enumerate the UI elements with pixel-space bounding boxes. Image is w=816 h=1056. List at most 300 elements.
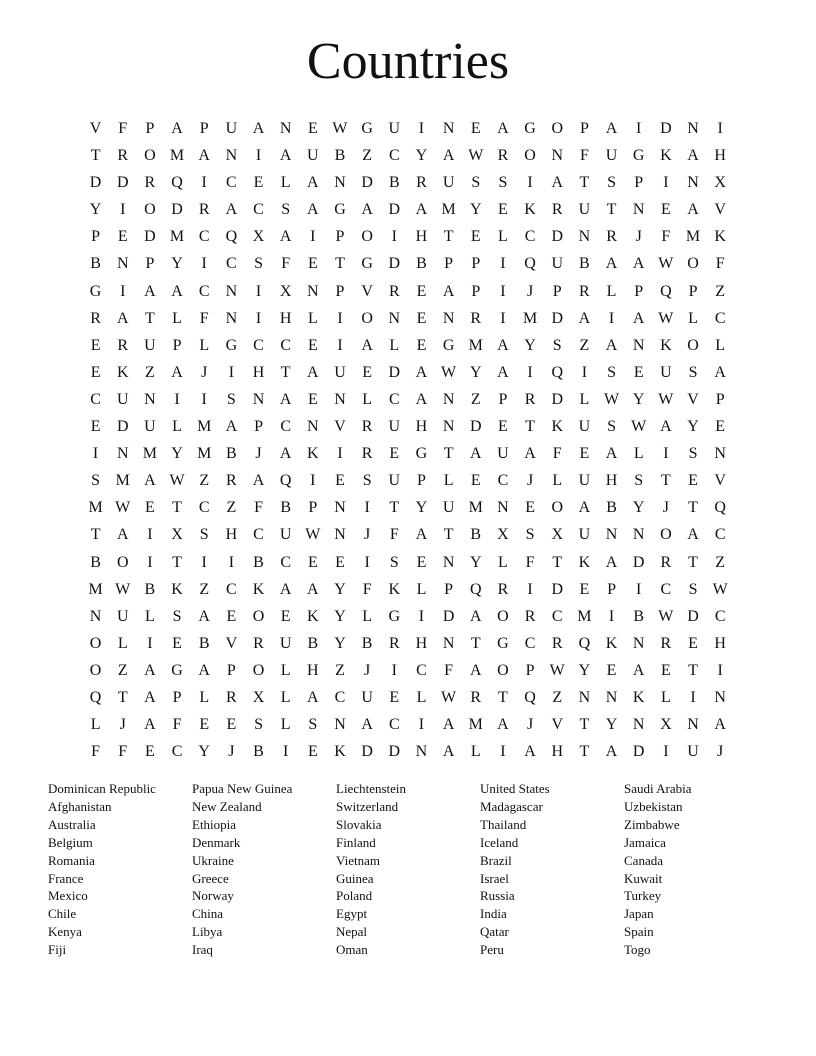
grid-letter: O [687, 336, 699, 354]
grid-letter: L [280, 174, 291, 192]
grid-letter: E [416, 336, 427, 354]
grid-letter: M [685, 228, 701, 246]
grid-letter: Y [605, 716, 618, 734]
grid-letter: N [605, 688, 618, 706]
grid-letter: D [388, 743, 401, 761]
grid-letter: R [524, 390, 536, 408]
grid-letter: A [415, 390, 428, 408]
grid-letter: P [525, 661, 535, 679]
grid-letter: F [281, 255, 291, 273]
grid-letter: H [415, 634, 428, 652]
grid-letter: E [90, 418, 101, 436]
grid-letter: I [608, 607, 615, 625]
grid-letter: A [225, 201, 238, 219]
grid-letter: I [310, 472, 316, 490]
grid-letter: D [687, 607, 699, 625]
grid-row [82, 440, 734, 467]
grid-letter: N [442, 418, 455, 436]
letter-grid [82, 115, 734, 765]
grid-letter: D [469, 418, 482, 436]
grid-letter: T [172, 499, 182, 517]
grid-letter: I [690, 688, 696, 706]
grid-letter: A [171, 120, 183, 137]
grid-letter: I [391, 228, 397, 246]
grid-letter: U [551, 255, 564, 273]
grid-letter: T [443, 526, 454, 544]
grid-letter: Y [171, 255, 183, 273]
grid-letter: A [252, 472, 265, 490]
grid-letter: R [253, 634, 264, 652]
word-list-item: Canada [624, 852, 663, 868]
grid-letter: E [470, 472, 481, 490]
grid-letter: R [579, 282, 590, 300]
grid-letter: N [334, 174, 346, 192]
grid-letter: Z [362, 147, 373, 165]
grid-letter: N [334, 526, 346, 544]
grid-letter: A [687, 201, 699, 219]
grid-letter: S [607, 174, 616, 192]
grid-letter: N [144, 390, 156, 408]
grid-letter: B [90, 255, 101, 273]
grid-letter: R [388, 282, 400, 300]
grid-letter: E [307, 120, 318, 137]
grid-letter: I [636, 580, 642, 598]
grid-letter: R [90, 309, 101, 327]
grid-letter: P [607, 580, 616, 598]
grid-letter: C [497, 472, 509, 490]
grid-letter: X [279, 282, 292, 300]
word-list-item: Spain [624, 924, 654, 940]
grid-letter: C [226, 255, 237, 273]
grid-letter: M [522, 309, 538, 327]
grid-letter: D [551, 580, 564, 598]
grid-letter: S [498, 174, 508, 192]
grid-letter: I [228, 363, 235, 381]
grid-letter: L [552, 472, 563, 490]
grid-letter: A [307, 688, 319, 706]
grid-letter: U [578, 526, 591, 544]
grid-letter: A [415, 363, 428, 381]
grid-letter: D [632, 553, 645, 571]
grid-letter: C [714, 309, 726, 327]
grid-letter: A [307, 201, 319, 219]
grid-letter: C [714, 526, 726, 544]
grid-letter: P [444, 580, 454, 598]
grid-letter: R [524, 607, 536, 625]
grid-letter: A [687, 526, 699, 544]
grid-letter: C [660, 580, 672, 598]
grid-letter: F [172, 716, 182, 734]
grid-letter: Y [171, 445, 183, 463]
grid-letter: E [660, 201, 671, 219]
grid-letter: W [468, 147, 484, 165]
grid-letter: O [144, 201, 156, 219]
grid-letter: R [551, 201, 563, 219]
page-title: Countries [306, 33, 510, 90]
grid-letter: P [634, 174, 644, 192]
grid-letter: I [418, 607, 425, 625]
grid-letter: I [255, 147, 262, 165]
grid-letter: W [658, 255, 674, 273]
grid-letter: V [225, 634, 238, 652]
word-list-item: New Zealand [192, 798, 262, 814]
grid-letter: A [469, 661, 482, 679]
grid-letter: C [524, 634, 536, 652]
grid-letter: W [631, 418, 647, 436]
grid-letter: N [279, 120, 292, 137]
word-list-item: Ukraine [192, 852, 234, 868]
grid-letter: I [500, 743, 506, 761]
word-list-item: Greece [192, 870, 229, 886]
grid-letter: I [201, 553, 207, 571]
grid-letter: S [634, 472, 644, 490]
grid-letter: A [361, 716, 373, 734]
grid-letter: G [171, 661, 183, 679]
grid-letter: E [416, 553, 427, 571]
grid-row [82, 521, 734, 548]
grid-letter: R [226, 472, 237, 490]
grid-letter: Z [335, 661, 345, 679]
grid-letter: L [498, 228, 508, 246]
grid-letter: T [443, 228, 454, 246]
grid-letter: T [525, 418, 535, 436]
grid-letter: I [663, 174, 669, 192]
grid-letter: B [388, 174, 400, 192]
grid-letter: S [281, 201, 291, 219]
grid-letter: L [199, 688, 210, 706]
grid-letter: A [144, 472, 156, 490]
grid-letter: D [116, 418, 129, 436]
grid-letter: L [280, 661, 291, 679]
grid-letter: L [416, 580, 427, 598]
grid-letter: J [364, 526, 371, 544]
grid-letter: U [334, 363, 346, 381]
grid-letter: L [199, 336, 210, 354]
grid-letter: Y [415, 147, 428, 165]
grid-letter: X [660, 716, 672, 734]
grid-letter: A [307, 580, 319, 598]
grid-letter: N [334, 499, 346, 517]
grid-letter: L [470, 743, 481, 761]
grid-letter: G [524, 120, 536, 137]
grid-letter: A [497, 336, 509, 354]
grid-letter: E [280, 607, 291, 625]
grid-letter: N [442, 553, 455, 571]
grid-letter: F [199, 309, 209, 327]
grid-letter: O [497, 607, 509, 625]
grid-letter: I [418, 716, 425, 734]
grid-letter: P [715, 390, 725, 408]
grid-row [82, 711, 734, 738]
grid-letter: I [255, 282, 262, 300]
grid-letter: C [334, 688, 346, 706]
grid-letter: E [579, 580, 590, 598]
grid-letter: G [632, 147, 645, 165]
word-list-item: Kuwait [624, 870, 663, 886]
grid-letter: H [714, 634, 726, 652]
grid-letter: S [172, 607, 182, 625]
grid-letter: E [660, 661, 671, 679]
grid-letter: A [660, 418, 672, 436]
grid-letter: I [255, 309, 262, 327]
grid-letter: M [88, 499, 103, 517]
grid-letter: U [442, 174, 455, 192]
grid-letter: P [254, 418, 263, 436]
grid-letter: X [252, 688, 265, 706]
word-list-item: Nepal [336, 924, 368, 940]
grid-letter: F [579, 147, 589, 165]
grid-letter: E [307, 743, 318, 761]
grid-letter: P [145, 120, 155, 137]
grid-letter: N [632, 526, 645, 544]
grid-letter: Z [470, 390, 481, 408]
grid-letter: O [660, 526, 672, 544]
grid-letter: A [279, 228, 292, 246]
grid-letter: X [252, 228, 265, 246]
grid-letter: T [117, 688, 128, 706]
grid-letter: T [443, 445, 454, 463]
grid-letter: U [307, 147, 319, 165]
grid-row [82, 278, 734, 305]
grid-letter: B [307, 634, 319, 652]
grid-letter: E [335, 553, 345, 571]
grid-letter: Z [715, 282, 726, 300]
grid-letter: S [607, 418, 616, 436]
grid-letter: P [226, 661, 236, 679]
grid-letter: B [90, 553, 101, 571]
grid-letter: H [307, 661, 319, 679]
grid-row [82, 603, 734, 630]
grid-letter: N [89, 607, 102, 625]
grid-letter: R [470, 688, 482, 706]
grid-letter: T [688, 499, 698, 517]
grid-letter: C [253, 201, 264, 219]
grid-letter: P [634, 282, 644, 300]
grid-letter: A [605, 255, 618, 273]
grid-letter: W [305, 526, 321, 544]
grid-letter: I [500, 282, 506, 300]
grid-letter: L [715, 336, 726, 354]
grid-letter: O [89, 634, 102, 652]
grid-letter: D [551, 309, 564, 327]
grid-letter: A [144, 282, 156, 300]
word-list-item: Slovakia [336, 816, 382, 832]
grid-letter: I [418, 120, 425, 137]
grid-letter: N [578, 688, 591, 706]
grid-letter: E [117, 228, 128, 246]
grid-letter: S [254, 255, 263, 273]
grid-letter: N [632, 634, 645, 652]
grid-letter: E [226, 716, 237, 734]
grid-letter: K [334, 743, 346, 761]
grid-letter: M [142, 445, 157, 463]
grid-letter: I [717, 120, 723, 137]
grid-letter: N [605, 526, 618, 544]
grid-letter: V [714, 472, 726, 490]
grid-letter: C [388, 390, 400, 408]
word-list-item: Peru [480, 942, 504, 958]
grid-row [82, 196, 734, 223]
grid-letter: A [469, 607, 482, 625]
grid-letter: F [118, 743, 128, 761]
grid-letter: A [524, 743, 536, 761]
grid-letter: B [361, 634, 373, 652]
grid-letter: Q [524, 255, 536, 273]
grid-letter: P [335, 228, 345, 246]
grid-letter: Q [714, 499, 726, 517]
grid-letter: B [253, 553, 264, 571]
grid-letter: N [442, 634, 455, 652]
grid-letter: D [660, 120, 672, 137]
grid-letter: E [90, 336, 101, 354]
grid-letter: B [253, 743, 264, 761]
grid-letter: Z [199, 580, 210, 598]
grid-letter: A [442, 743, 455, 761]
grid-letter: N [225, 309, 238, 327]
grid-letter: R [660, 553, 672, 571]
grid-letter: V [714, 201, 726, 219]
grid-letter: E [335, 472, 345, 490]
grid-letter: U [279, 634, 292, 652]
grid-letter: X [551, 526, 564, 544]
grid-letter: Q [225, 228, 238, 246]
word-list-item: Togo [624, 942, 651, 958]
grid-letter: C [171, 743, 183, 761]
grid-row [82, 223, 734, 250]
grid-letter: A [279, 390, 292, 408]
grid-letter: F [362, 580, 372, 598]
grid-letter: R [497, 147, 509, 165]
grid-letter: Q [660, 282, 672, 300]
grid-letter: A [632, 255, 645, 273]
word-list-item: Thailand [480, 816, 527, 832]
grid-letter: I [337, 309, 343, 327]
grid-letter: A [361, 201, 373, 219]
grid-letter: U [687, 743, 699, 761]
word-list-item: Iraq [192, 942, 213, 958]
grid-letter: C [524, 228, 536, 246]
word-list-item: Kenya [48, 924, 82, 940]
grid-letter: F [389, 526, 399, 544]
grid-letter: G [89, 282, 102, 300]
grid-letter: B [280, 499, 291, 517]
grid-row [82, 576, 734, 603]
grid-letter: F [254, 499, 263, 517]
grid-letter: K [252, 580, 265, 598]
grid-letter: Q [171, 174, 183, 192]
grid-letter: U [578, 201, 591, 219]
grid-letter: N [578, 228, 591, 246]
grid-letter: J [526, 472, 534, 490]
word-column [192, 780, 336, 959]
grid-letter: U [497, 445, 509, 463]
word-column [48, 780, 192, 959]
grid-letter: V [551, 716, 564, 734]
grid-letter: I [527, 580, 533, 598]
grid-letter: C [198, 282, 210, 300]
grid-letter: J [717, 743, 724, 761]
grid-letter: V [334, 418, 346, 436]
word-list-item: Fiji [48, 942, 67, 958]
grid-row [82, 386, 734, 413]
grid-letter: U [388, 120, 401, 137]
grid-letter: J [662, 499, 669, 517]
word-list-item: France [48, 870, 84, 886]
grid-letter: G [225, 336, 238, 354]
grid-letter: Z [226, 499, 237, 517]
grid-letter: A [605, 336, 618, 354]
grid-letter: G [334, 201, 346, 219]
grid-letter: I [663, 445, 669, 463]
grid-letter: S [199, 526, 209, 544]
word-list-item: Egypt [336, 906, 368, 922]
word-column [336, 780, 480, 959]
grid-letter: I [364, 553, 370, 571]
grid-letter: T [606, 201, 617, 219]
grid-letter: N [632, 201, 645, 219]
grid-letter: A [497, 120, 509, 137]
grid-letter: S [688, 580, 698, 598]
grid-letter: T [172, 553, 182, 571]
grid-letter: M [197, 445, 212, 463]
grid-letter: L [416, 688, 427, 706]
grid-letter: Y [334, 580, 346, 598]
grid-letter: H [714, 147, 726, 165]
word-list-item: Israel [480, 870, 509, 886]
grid-letter: F [661, 228, 671, 246]
grid-letter: Z [145, 363, 155, 381]
grid-letter: B [144, 580, 156, 598]
grid-letter: M [577, 607, 592, 625]
grid-letter: Y [578, 661, 591, 679]
grid-letter: A [307, 363, 319, 381]
grid-letter: O [252, 661, 265, 679]
word-list-item: Jamaica [624, 834, 666, 850]
grid-letter: H [415, 418, 428, 436]
grid-letter: C [226, 174, 237, 192]
grid-letter: C [280, 553, 291, 571]
grid-letter: G [388, 607, 401, 625]
grid-letter: N [687, 174, 699, 192]
grid-letter: Q [524, 688, 536, 706]
grid-letter: I [364, 499, 370, 517]
grid-letter: U [660, 363, 672, 381]
word-list-item: Qatar [480, 924, 509, 940]
grid-letter: N [334, 390, 346, 408]
grid-letter: R [361, 418, 373, 436]
grid-letter: U [388, 418, 401, 436]
grid-letter: W [441, 688, 457, 706]
grid-letter: D [89, 174, 102, 192]
grid-letter: I [147, 634, 153, 652]
grid-letter: E [525, 499, 535, 517]
grid-row [82, 250, 734, 277]
grid-letter: A [198, 661, 210, 679]
grid-letter: A [469, 445, 482, 463]
grid-letter: K [660, 336, 672, 354]
grid-letter: N [442, 309, 455, 327]
grid-letter: I [527, 174, 533, 192]
grid-letter: S [254, 716, 263, 734]
grid-letter: E [470, 228, 481, 246]
grid-letter: S [226, 390, 236, 408]
grid-letter: K [714, 228, 726, 246]
word-list-item: Ethiopia [192, 816, 237, 832]
grid-letter: U [144, 336, 156, 354]
grid-letter: E [606, 661, 617, 679]
grid-letter: P [471, 282, 481, 300]
grid-letter: A [442, 147, 455, 165]
